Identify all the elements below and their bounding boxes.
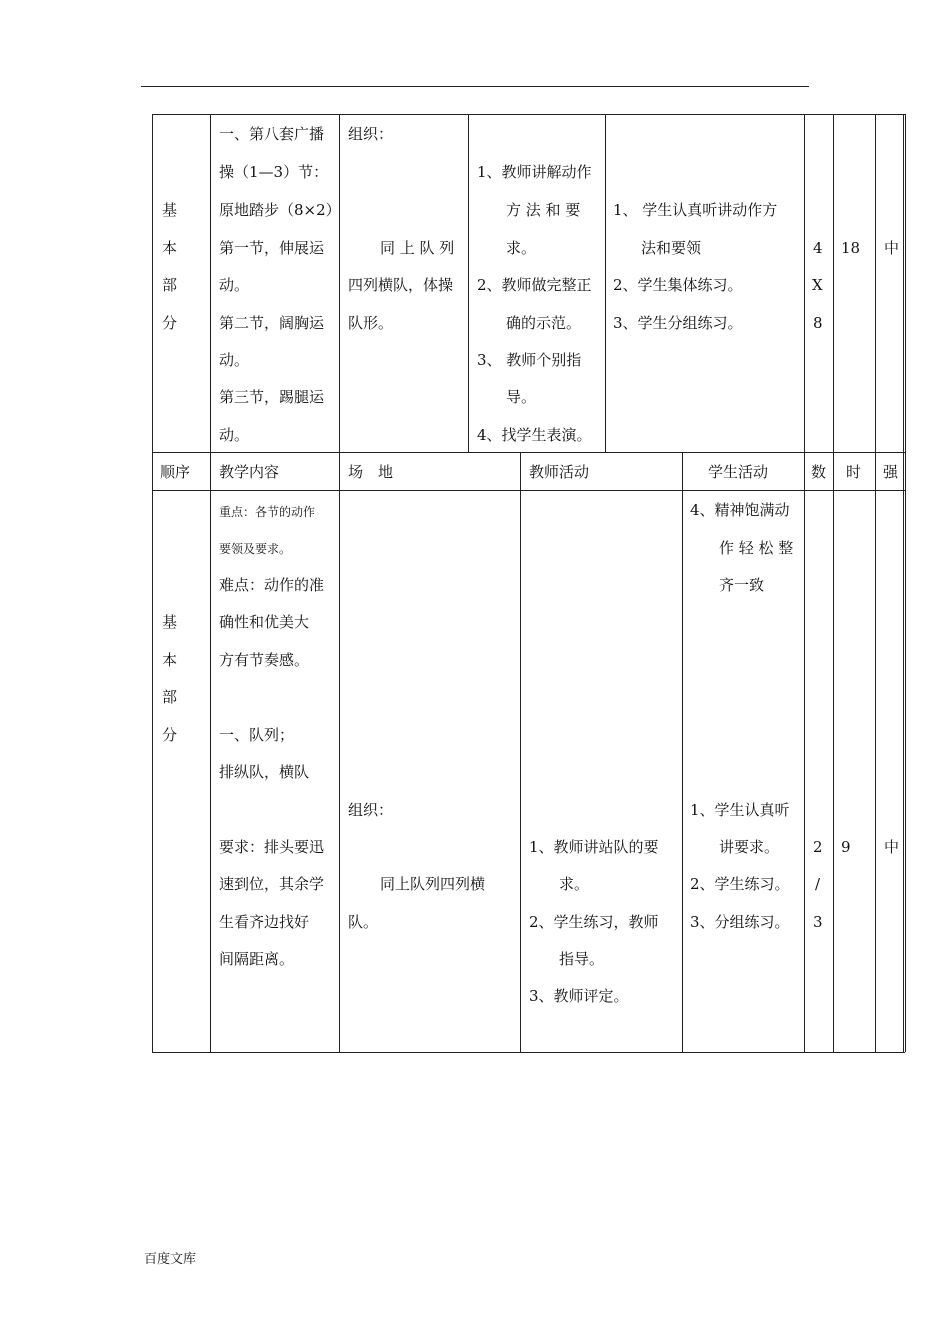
content-line: 方有节奏感。 [219,651,310,669]
footer-text: 百度文库 [144,1252,197,1267]
teacher-activity-line: 方 法 和 要 [506,201,581,219]
teacher-activity-line: 4、找学生表演。 [477,426,592,444]
content-line: 一、队列； [219,726,295,744]
table-border [152,114,153,1052]
table-column-line [682,452,683,1052]
table-column-line [875,114,876,1052]
table-column-line [468,114,469,452]
header-student: 学生活动 [708,463,769,481]
teacher-activity-line: 指导。 [559,950,605,968]
content-line: 速到位，其余学 [219,875,325,893]
teacher-activity-line: 求。 [559,875,590,893]
content-line: 第三节，踢腿运 [219,388,325,406]
table-column-line [339,114,340,1052]
header-order: 顺序 [160,463,191,481]
count-value: / [815,875,821,893]
org-line: 同上队列四列横 [380,875,486,893]
student-activity-line: 2、学生集体练习。 [613,276,743,294]
table-column-line [833,114,834,1052]
teacher-activity-line: 1、教师讲解动作 [477,163,592,181]
table-divider [152,452,905,453]
intensity-value: 中 [884,239,900,257]
content-line: 原地踏步（8×2） [219,201,341,219]
student-activity-line: 1、学生认真听 [690,801,790,819]
key-points-line: 重点：各节的动作 [219,505,316,519]
content-line: 要求：排头要迅 [219,838,325,856]
student-activity-line: 作 轻 松 整 [719,539,794,557]
key-points-line: 要领及要求。 [219,542,292,556]
teacher-activity-line: 3、 教师个别指 [477,351,582,369]
content-line: 第二节，阔胸运 [219,314,325,332]
org-line: 队。 [348,913,379,931]
content-line: 动。 [219,276,250,294]
student-activity-line: 讲要求。 [719,838,780,856]
table-divider [152,490,905,491]
content-line: 确性和优美大 [219,613,310,631]
table-column-line [520,452,521,1052]
content-line: 动。 [219,351,250,369]
student-activity-line: 齐一致 [719,576,765,594]
count-value: 8 [813,314,823,332]
count-value: X [812,276,823,294]
header-rule [141,86,809,87]
teacher-activity-line: 2、教师做完整正 [477,276,592,294]
org-line: 队形。 [348,314,394,332]
org-heading: 组织： [348,125,394,143]
part-label-char: 基 [162,201,178,219]
content-line: 生看齐边找好 [219,913,310,931]
content-line: 第一节，伸展运 [219,239,325,257]
part-label-char: 基 [162,613,178,631]
header-content: 教学内容 [219,463,280,481]
time-value: 18 [841,239,861,257]
student-activity-line: 1、 学生认真听讲动作方 [613,201,778,219]
header-venue: 场 地 [348,463,394,481]
count-value: 2 [813,838,823,856]
content-line: 间隔距离。 [219,950,295,968]
count-value: 3 [813,913,823,931]
teacher-activity-line: 导。 [506,388,537,406]
table-border [903,114,904,1052]
teacher-activity-line: 1、教师讲站队的要 [529,838,659,856]
content-line: 操（1—3）节： [219,163,329,181]
part-label-char: 分 [162,726,178,744]
header-count: 数 [811,463,827,481]
table-column-line [210,114,211,1052]
header-teacher: 教师活动 [529,463,590,481]
header-time: 时 [846,463,862,481]
student-activity-line: 法和要领 [641,239,702,257]
content-line: 一、第八套广播 [219,125,325,143]
content-line: 动。 [219,426,250,444]
intensity-value: 中 [884,838,900,856]
part-label-char: 本 [162,239,178,257]
table-top-border [152,114,905,115]
table-column-line [605,114,606,452]
teacher-activity-line: 3、教师评定。 [529,987,629,1005]
part-label-char: 部 [162,276,178,294]
org-line: 四列横队，体操 [348,276,454,294]
teacher-activity-line: 求。 [506,239,537,257]
student-activity-line: 2、学生练习。 [690,875,790,893]
header-intensity: 强 [883,463,899,481]
table-column-line [804,114,805,1052]
content-line: 难点：动作的准 [219,576,325,594]
table-border [905,114,906,1052]
table-bottom-border [152,1052,905,1053]
count-value: 4 [813,239,823,257]
part-label-char: 分 [162,314,178,332]
part-label-char: 本 [162,651,178,669]
student-activity-line: 4、精神饱满动 [690,501,790,519]
content-line: 排纵队，横队 [219,763,310,781]
org-line: 同 上 队 列 [380,239,455,257]
student-activity-line: 3、分组练习。 [690,913,790,931]
teacher-activity-line: 2、学生练习，教师 [529,913,659,931]
teacher-activity-line: 确的示范。 [506,314,582,332]
org-heading: 组织： [348,801,394,819]
time-value: 9 [841,838,851,856]
part-label-char: 部 [162,688,178,706]
student-activity-line: 3、学生分组练习。 [613,314,743,332]
